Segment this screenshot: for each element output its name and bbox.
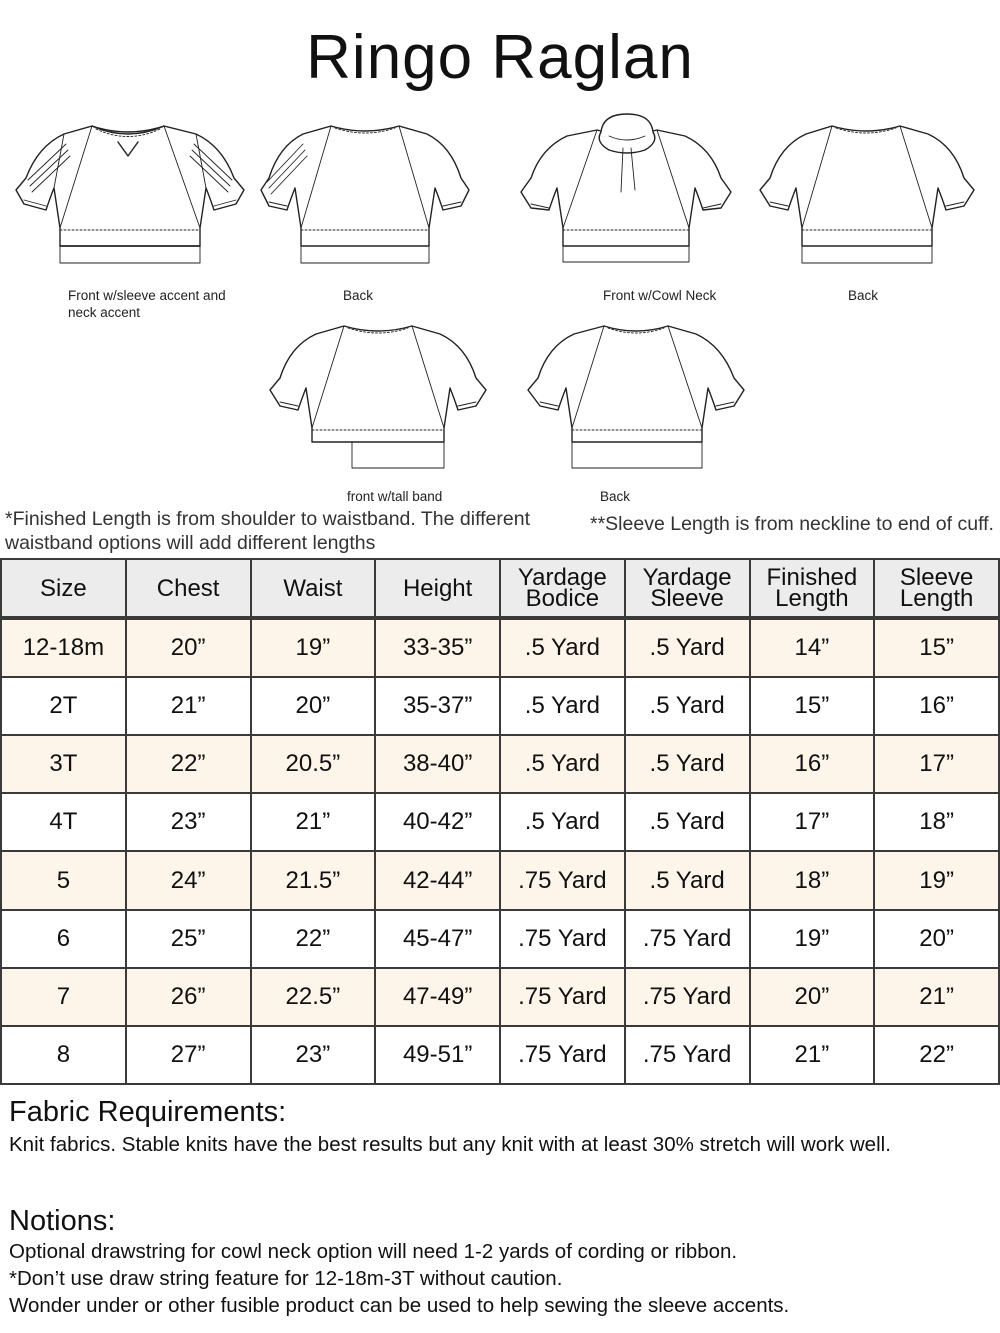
cell-waist: 20”: [251, 677, 376, 735]
cell-finished-length: 14”: [750, 618, 875, 677]
cell-finished-length: 19”: [750, 910, 875, 968]
cell-yardage-sleeve: .75 Yard: [625, 910, 750, 968]
cell-finished-length: 16”: [750, 735, 875, 793]
table-row: [1, 793, 999, 851]
cell-finished-length: 20”: [750, 968, 875, 1026]
cell-sleeve-length: 18”: [874, 793, 999, 851]
sweater-tall-band-illustration: [258, 318, 498, 474]
header-height: Height: [375, 559, 500, 618]
cell-waist: 22.5”: [251, 968, 376, 1026]
header-size: Size: [1, 559, 126, 618]
header-sleeve-length: Sleeve Length: [874, 559, 999, 618]
notions-list: [9, 1238, 989, 1319]
cell-size: 5: [1, 851, 126, 909]
cell-yardage-bodice: .75 Yard: [500, 910, 625, 968]
cell-waist: 21”: [251, 793, 376, 851]
cell-sleeve-length: 22”: [874, 1026, 999, 1084]
cell-chest: 25”: [126, 910, 251, 968]
table-row: [1, 910, 999, 968]
cell-finished-length: 15”: [750, 677, 875, 735]
cell-height: 38-40”: [375, 735, 500, 793]
cell-sleeve-length: 15”: [874, 618, 999, 677]
table-row: [1, 618, 999, 677]
cell-finished-length: 18”: [750, 851, 875, 909]
size-chart-table: [0, 558, 1000, 1085]
cell-yardage-bodice: .5 Yard: [500, 735, 625, 793]
cell-waist: 22”: [251, 910, 376, 968]
cell-yardage-bodice: .75 Yard: [500, 1026, 625, 1084]
cell-sleeve-length: 21”: [874, 968, 999, 1026]
caption-tall-band: front w/tall band: [347, 489, 443, 504]
header-chest: Chest: [126, 559, 251, 618]
cell-yardage-bodice: .5 Yard: [500, 618, 625, 677]
table-row: [1, 1026, 999, 1084]
cell-chest: 26”: [126, 968, 251, 1026]
cell-chest: 23”: [126, 793, 251, 851]
cell-height: 42-44”: [375, 851, 500, 909]
notion-line: *Don’t use draw string feature for 12-18m-3T without caution.: [9, 1267, 563, 1290]
cell-yardage-bodice: .75 Yard: [500, 851, 625, 909]
header-yardage-bodice: Yardage Bodice: [500, 559, 625, 618]
cell-size: 8: [1, 1026, 126, 1084]
caption-back-3: Back: [600, 489, 631, 504]
header-waist: Waist: [251, 559, 376, 618]
cell-finished-length: 17”: [750, 793, 875, 851]
cell-height: 35-37”: [375, 677, 500, 735]
cell-size: 7: [1, 968, 126, 1026]
cell-yardage-sleeve: .5 Yard: [625, 793, 750, 851]
header-finished-length: Finished Length: [750, 559, 875, 618]
cell-chest: 22”: [126, 735, 251, 793]
table-row: [1, 968, 999, 1026]
cell-height: 49-51”: [375, 1026, 500, 1084]
cell-height: 40-42”: [375, 793, 500, 851]
sweater-front-accent-illustration: [10, 118, 250, 268]
cell-yardage-sleeve: .75 Yard: [625, 968, 750, 1026]
notion-line: Optional drawstring for cowl neck option will need 1-2 yards of cording or ribbon.: [9, 1240, 738, 1263]
sweater-back-3-illustration: [512, 318, 762, 474]
sweater-back-illustration: [255, 118, 475, 268]
table-header-row: [1, 559, 999, 618]
cell-chest: 20”: [126, 618, 251, 677]
cell-yardage-sleeve: .5 Yard: [625, 735, 750, 793]
caption-back-1: Back: [343, 288, 374, 303]
table-row: [1, 851, 999, 909]
cell-waist: 19”: [251, 618, 376, 677]
sweater-back-2-illustration: [752, 118, 982, 268]
cell-yardage-bodice: .5 Yard: [500, 677, 625, 735]
cell-sleeve-length: 17”: [874, 735, 999, 793]
cell-chest: 21”: [126, 677, 251, 735]
caption-front-accent: Front w/sleeve accent and neck accent: [68, 288, 226, 320]
cell-yardage-sleeve: .75 Yard: [625, 1026, 750, 1084]
cell-size: 12-18m: [1, 618, 126, 677]
table-row: [1, 677, 999, 735]
cell-yardage-bodice: .5 Yard: [500, 793, 625, 851]
page-title: Ringo Raglan: [306, 23, 694, 92]
notions-heading: Notions:: [9, 1205, 116, 1237]
cell-yardage-sleeve: .5 Yard: [625, 851, 750, 909]
fabric-requirements-heading: Fabric Requirements:: [9, 1096, 287, 1128]
cell-height: 45-47”: [375, 910, 500, 968]
sleeve-length-note: **Sleeve Length is from neckline to end of cuff.: [590, 513, 994, 535]
cell-sleeve-length: 20”: [874, 910, 999, 968]
cell-yardage-sleeve: .5 Yard: [625, 677, 750, 735]
cell-yardage-sleeve: .5 Yard: [625, 618, 750, 677]
cell-sleeve-length: 16”: [874, 677, 999, 735]
fabric-requirements-text: Knit fabrics. Stable knits have the best results but any knit with at least 30% stretch will work well.: [9, 1133, 891, 1156]
cell-height: 47-49”: [375, 968, 500, 1026]
caption-front-cowl: Front w/Cowl Neck: [603, 288, 717, 303]
cell-chest: 27”: [126, 1026, 251, 1084]
cell-sleeve-length: 19”: [874, 851, 999, 909]
cell-finished-length: 21”: [750, 1026, 875, 1084]
cell-waist: 21.5”: [251, 851, 376, 909]
header-yardage-sleeve: Yardage Sleeve: [625, 559, 750, 618]
cell-waist: 23”: [251, 1026, 376, 1084]
cell-size: 2T: [1, 677, 126, 735]
cell-waist: 20.5”: [251, 735, 376, 793]
cell-height: 33-35”: [375, 618, 500, 677]
cell-size: 6: [1, 910, 126, 968]
table-row: [1, 735, 999, 793]
cell-chest: 24”: [126, 851, 251, 909]
finished-length-note: *Finished Length is from shoulder to waistband. The different waistband options will add different lengths: [5, 508, 531, 554]
cell-yardage-bodice: .75 Yard: [500, 968, 625, 1026]
caption-back-2: Back: [848, 288, 879, 303]
sweater-cowl-illustration: [505, 112, 750, 268]
cell-size: 4T: [1, 793, 126, 851]
cell-size: 3T: [1, 735, 126, 793]
notion-line: Wonder under or other fusible product can be used to help sewing the sleeve accents.: [9, 1294, 790, 1317]
